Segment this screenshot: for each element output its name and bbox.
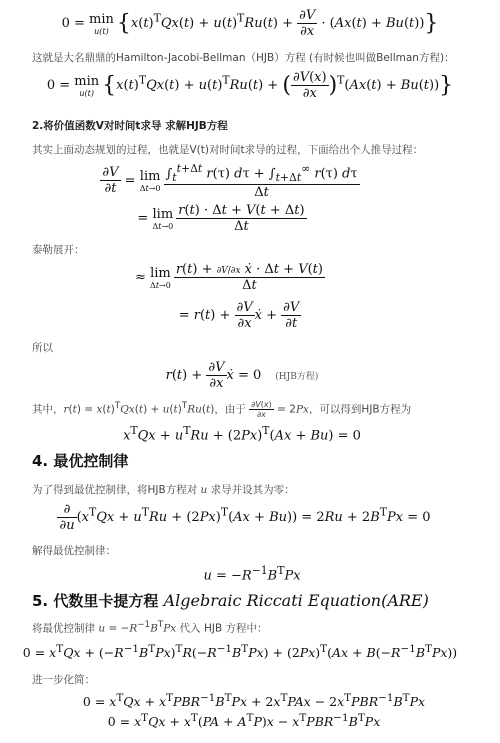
taylor-label: 泰勒展开：	[32, 244, 85, 256]
equation-taylor-1: ≈ lim Δt→0 $\frac{\text{r(t) + ∂V/∂x ẋ · Δt + V(t)}}{\Delta t}$	[135, 262, 323, 293]
section-2-heading: 2.将价值函数V对时间t求导 求解HJB方程	[32, 120, 228, 132]
equation-simplify-2: $0 = x^TQx + x^T(PA + A^TP)x - x^TPBR^{-1}B^TPx$	[107, 712, 381, 730]
equation-derivative-2: = lim Δt→0 $\frac{r(t) \cdot \Delta t + V(t + \Delta t)}{\Delta t}$	[137, 203, 305, 234]
hjb-note: (HJB方程)	[275, 372, 319, 382]
equation-substitution: $0 = x^TQx + (-R^{-1}B^TPx)^TR(-R^{-1}B^TPx) + (2Px)^T(Ax + B(-R^{-1}B^TPx))$	[22, 643, 458, 661]
equation-bellman-min: 0 = min u(t) {$x(t)^TQx(t) + u(t)^TRu(t)$ + $\frac{\partial V}{\partial x}$ · (Ax(t) + Bu(t))}	[61, 8, 439, 39]
section-5-heading-en: Algebraic Riccati Equation(ARE)	[163, 591, 429, 610]
where-text: 其中，$r(t) = x(t)^TQx(t) + u(t)^TRu(t)$，由于 $\frac{\partial V(x)}{\partial x}$ = 2Px，可以得到HJB方程为	[32, 400, 412, 419]
section-5-text: 将最优控制律 $u = -R^{-1}B^TPx$ 代入 HJB 方程中：	[32, 620, 268, 635]
section-4-heading: 4. 最优控制律	[32, 452, 129, 470]
section-4-text: 为了得到最优控制律，将HJB方程对 u 求导并设其为零：	[32, 484, 295, 496]
section-2-text: 其实上面动态规划的过程，也就是V(t)对时间t求导的过程，下面给出个人推导过程：	[32, 144, 424, 156]
equation-simplify-1: $0 = x^TQx + x^TPBR^{-1}B^TPx + 2x^TPAx - 2x^TPBR^{-1}B^TPx$	[82, 692, 426, 710]
equation-hjb-lqr: $x^TQx + u^TRu + (2Px)^T(Ax + Bu) = 0$	[123, 424, 361, 444]
equation-derivative-1: $\frac{\partial V}{\partial t}$ = lim Δt→0 $\frac{\int_t^{t+\Delta t} r(\tau) d\tau + \int_{t+\Delta t}^\infty r(\tau) d\tau}{\Delta t}$	[102, 162, 358, 200]
equation-derivative-u: $\frac{\partial}{\partial u}$ $(x^TQx + u^TRu + (2Px)^T(Ax + Bu)) = 2Ru + 2B^TPx = 0$	[59, 502, 431, 533]
equation-optimal-u: $u = -R^{-1}B^TPx$	[203, 564, 301, 584]
therefore-label: 所以	[32, 342, 53, 354]
equation-taylor-2: = r(t) + $\frac{\partial V}{\partial x}$ ẋ + $\frac{\partial V}{\partial t}$	[178, 300, 300, 331]
section-5-heading	[32, 590, 429, 611]
solve-label: 解得最优控制律：	[32, 545, 116, 557]
equation-hjb-compact: r(t) + $\frac{\partial V}{\partial x}$ ẋ = 0 (HJB方程)	[165, 360, 319, 391]
hjb-intro-text: 这就是大名鼎鼎的Hamilton-Jacobi-Bellman（HJB）方程 (有时候也叫做Bellman方程)：	[32, 52, 455, 64]
section-5-heading-cn: 5. 代数里卡提方程	[32, 592, 159, 610]
equation-hjb: 0 = min u(t) {$x(t)^TQx(t) + u(t)^TRu(t)$ + ( $\frac{\partial V(x)}{\partial x}$ )$^T$(Ax(t) + Bu(t))}	[46, 70, 454, 101]
simplify-label: 进一步化简：	[32, 674, 95, 686]
